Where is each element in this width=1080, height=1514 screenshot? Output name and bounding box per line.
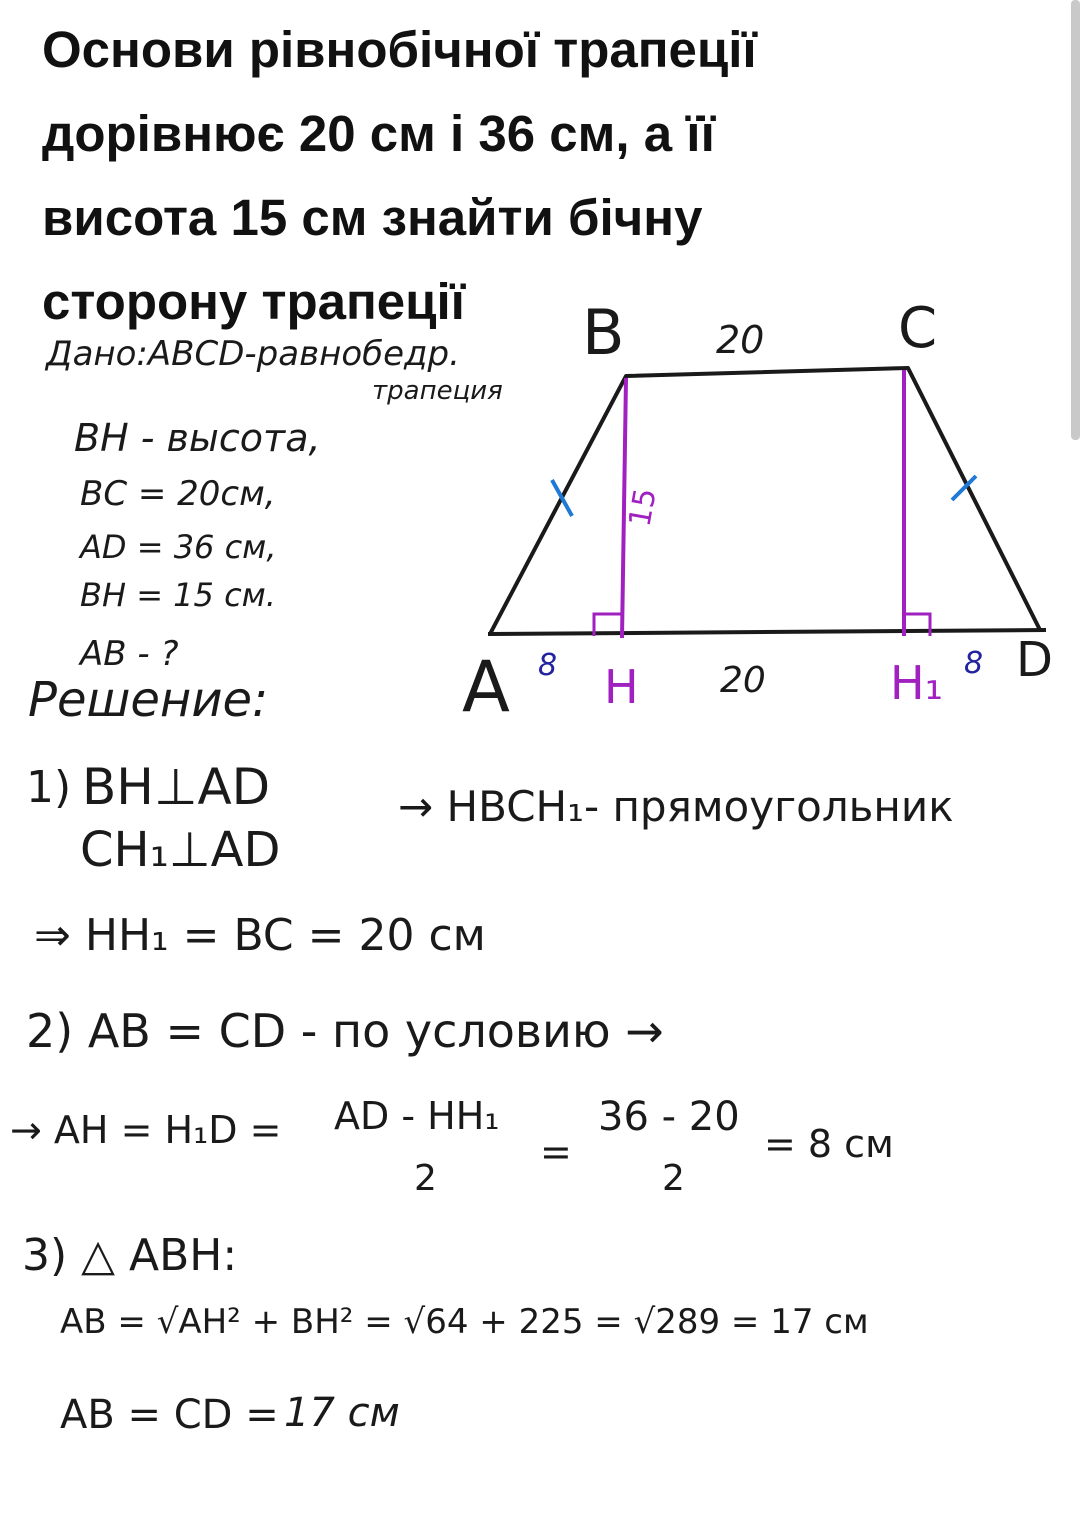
problem-line: висота 15 см знайти бічну [42,189,703,246]
step2-frac1-den: 2 [414,1158,437,1199]
vertex-d: D [1016,632,1053,688]
problem-line: Основи рівнобічної трапеції [42,21,757,78]
step1-number: 1) [26,762,72,813]
problem-line: дорівнює 20 см і 36 см, а її [42,105,715,162]
trapezoid-outline [490,368,1040,634]
step3-calc: AB = √AH² + BH² = √64 + 225 = √289 = 17 см [60,1302,869,1342]
height-label: 15 [622,485,664,530]
step3-header: 3) △ ABH: [22,1230,238,1281]
answer-rhs: 17 см [284,1390,400,1436]
given-item: AB - ? [80,634,179,674]
middle-segment-label: 20 [720,660,766,701]
vertex-h1: H₁ [890,656,944,710]
given-item: BC = 20см, [80,474,276,514]
given-item: BH = 15 см. [80,576,276,614]
vertex-c: C [898,296,938,361]
step1-result: → HBCH₁- прямоугольник [398,782,954,831]
vertex-a: A [462,646,510,728]
top-base-label: 20 [716,318,765,362]
step2-frac1-num: AD - HH₁ [334,1094,500,1138]
given-header-cont: трапеция [372,376,503,406]
step1-conclusion: ⇒ HH₁ = BC = 20 см [34,910,486,961]
vertex-b: B [582,296,625,369]
step2-eq: = [540,1130,572,1174]
answer-lhs: AB = CD = [60,1392,279,1438]
problem-line: сторону трапеції [42,273,465,330]
vertex-h: H [604,660,639,714]
solution-header: Решение: [28,672,269,728]
given-item: BH - высота, [74,416,321,460]
step1-b: CH₁⊥AD [80,822,281,878]
base-ad [488,630,1046,634]
given-item: AD = 36 см, [80,528,277,566]
step2-lhs: → AH = H₁D = [10,1108,282,1152]
step2-result: = 8 см [764,1122,894,1166]
left-segment-label: 8 [538,648,558,683]
step2: 2) AB = CD - по условию → [26,1004,664,1058]
step2-frac2-den: 2 [662,1158,685,1199]
given-header: Дано:ABCD-равнобедр. [46,334,460,374]
step2-frac2-num: 36 - 20 [598,1094,740,1140]
step1-a: BH⊥AD [82,758,271,816]
right-segment-label: 8 [964,646,984,681]
